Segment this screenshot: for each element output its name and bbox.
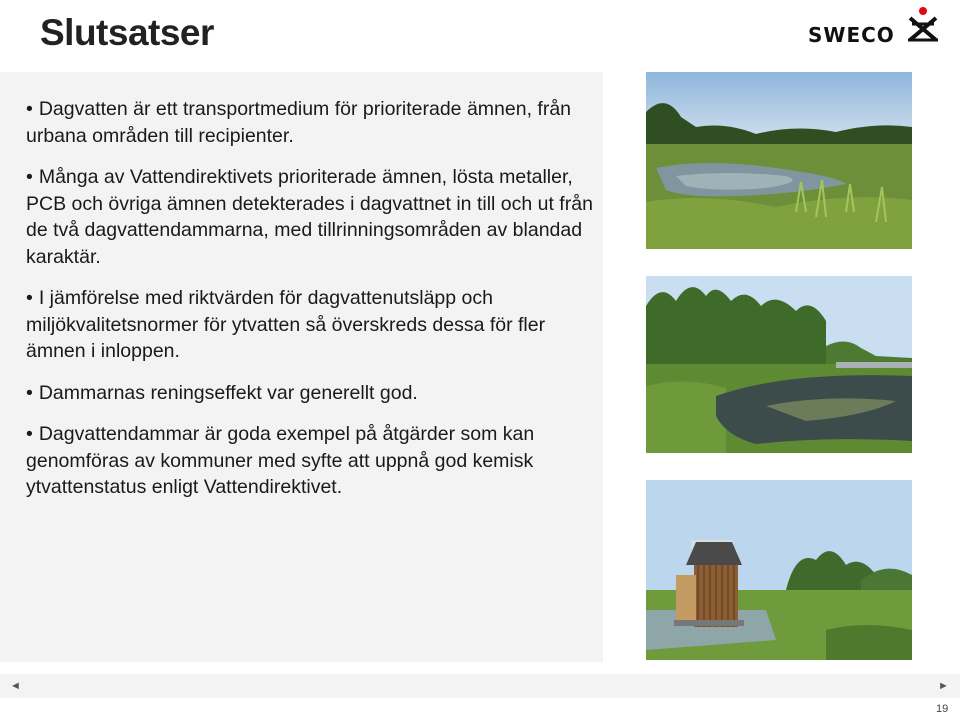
bullet-item xyxy=(26,380,601,407)
bullet-item xyxy=(26,421,601,501)
sweco-logo xyxy=(808,6,938,46)
pavilion-photo xyxy=(646,480,912,660)
bullet-text: Många av Vattendirektivets prioriterade ämnen, lösta metaller, PCB och övriga ämnen detekterades i dagvattnet in till och ut från de två dagvattendammarna, med tillrinningsområden av blandad karaktär. xyxy=(26,166,593,268)
bullet-dot: • xyxy=(26,287,33,309)
prev-slide-arrow-icon[interactable]: ◄ xyxy=(10,680,21,692)
page-number: 19 xyxy=(936,703,949,715)
bullet-dot: • xyxy=(26,166,33,188)
bullet-text: Dagvattendammar är goda exempel på åtgärder som kan genomföras av kommuner med syfte att uppnå god kemisk ytvattenstatus enligt Vattendirektivet. xyxy=(26,423,535,498)
bullet-dot: • xyxy=(26,98,33,120)
bullet-item xyxy=(26,96,601,149)
footer-bar xyxy=(0,674,960,698)
bullet-list xyxy=(26,96,601,516)
sweco-logo-icon xyxy=(906,6,940,42)
bullet-text: I jämförelse med riktvärden för dagvattenutsläpp och miljökvalitetsnormer för ytvatten så överskreds dessa för fler ämnen i inloppen. xyxy=(26,287,546,362)
bullet-dot: • xyxy=(26,423,33,445)
next-slide-arrow-icon[interactable]: ► xyxy=(938,680,949,692)
pond-photo-1 xyxy=(646,72,912,249)
bullet-text: Dammarnas reningseffekt var generellt god. xyxy=(38,381,418,404)
bullet-text: Dagvatten är ett transportmedium för prioriterade ämnen, från urbana områden till recipienter. xyxy=(26,98,572,147)
bullet-item xyxy=(26,164,601,270)
slide-title: Slutsatser xyxy=(40,12,214,53)
pond-photo-2 xyxy=(646,276,912,453)
bullet-item xyxy=(26,285,601,365)
bullet-dot: • xyxy=(26,381,33,404)
logo-text: SWECO xyxy=(808,23,895,47)
